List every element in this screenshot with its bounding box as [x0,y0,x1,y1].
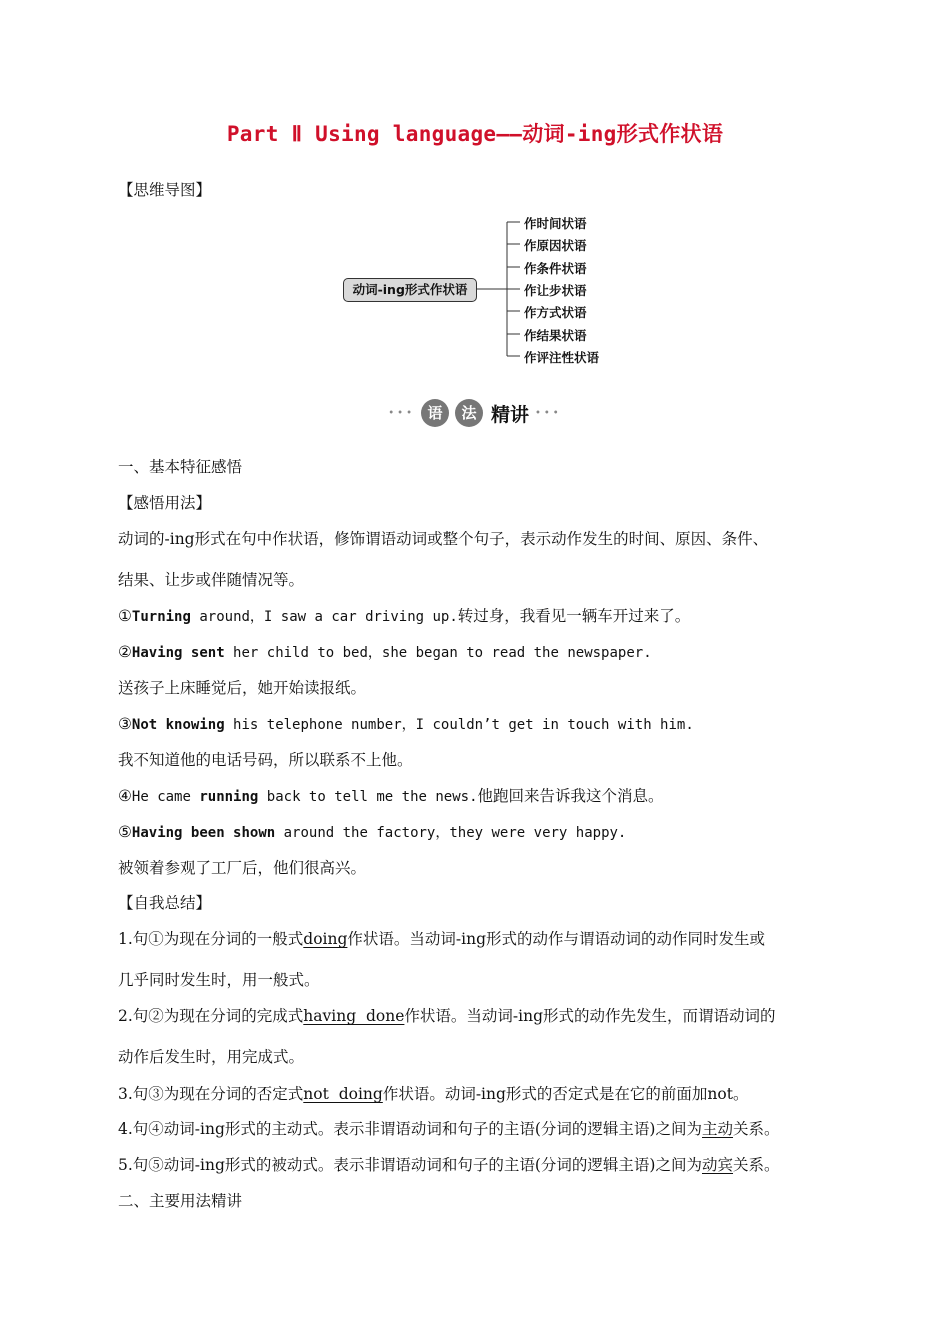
example-sentence [118,606,690,627]
example-chinese: 他跑回来告诉我这个消息。 [477,787,664,805]
summary-item [118,1084,748,1104]
example-number: ⑤ [118,823,132,841]
decorative-dots-icon: ••• [535,407,562,419]
summary-answer: doing [303,930,348,948]
summary-answer: 主动 [702,1120,734,1138]
section-heading: 一、基本特征感悟 [118,458,243,476]
example-number: ④ [118,787,132,805]
mind-map-branch: 作条件状语 [524,261,587,276]
example-sentence [118,714,694,735]
summary-text: 作状语。动词-ing形式的否定式是在它的前面加not。 [382,1085,749,1103]
example-english: He came [131,789,200,805]
summary-text: 动作后发生时，用完成式。 [118,1048,305,1066]
badge-circle: 法 [455,399,483,427]
example-sentence [118,642,652,663]
summary-item [118,1006,776,1026]
summary-answer: 动宾 [702,1156,734,1174]
summary-text: 5.句⑤动词-ing形式的被动式。表示非谓语动词和句子的主语(分词的逻辑主语)之间为 [118,1156,702,1174]
example-sentence [118,822,626,843]
section-badge [0,396,950,430]
subsection-heading: 【自我总结】 [118,894,212,912]
example-chinese: 送孩子上床睡觉后，她开始读报纸。 [118,679,367,697]
example-english: around，I saw a car driving up. [190,609,458,625]
example-keyword: Having sent [131,645,225,661]
section-heading: 二、主要用法精讲 [118,1192,243,1210]
example-chinese: 被领着参观了工厂后，他们很高兴。 [118,859,367,877]
badge-circle: 语 [421,399,449,427]
example-english: around the factory，they were very happy. [275,825,627,841]
summary-text: 2.句②为现在分词的完成式 [118,1007,304,1025]
mind-map-branch: 作结果状语 [524,328,587,343]
summary-text: 3.句③为现在分词的否定式 [118,1085,304,1103]
page-title: Part Ⅱ Using language——动词-ing形式作状语 [226,122,724,146]
mind-map-branch: 作评注性状语 [524,350,600,365]
example-english: back to tell me the news. [258,789,478,805]
mind-map-branch: 作让步状语 [524,283,587,298]
summary-text: 关系。 [733,1120,780,1138]
example-keyword: Turning [131,609,191,625]
mind-map-branch: 作时间状语 [524,216,587,231]
summary-text: 作状语。当动词-ing形式的动作与谓语动词的动作同时发生或 [347,930,766,948]
example-english: her child to bed，she began to read the newspaper. [224,645,652,661]
mind-map-center-node: 动词-ing形式作状语 [343,278,477,302]
mind-map [340,210,630,370]
example-english: his telephone number，I couldn’t get in touch with him. [224,717,694,733]
example-keyword: Not knowing [131,717,225,733]
summary-item [118,1119,780,1139]
decorative-dots-icon: ••• [388,407,415,419]
example-chinese: 我不知道他的电话号码，所以联系不上他。 [118,751,413,769]
example-chinese: 转过身，我看见一辆车开过来了。 [457,607,691,625]
paragraph-text: 结果、让步或伴随情况等。 [118,571,305,589]
summary-text: 几乎同时发生时，用一般式。 [118,971,320,989]
mind-map-branch: 作方式状语 [524,305,587,320]
example-keyword: running [199,789,259,805]
summary-item [118,929,765,949]
badge-label: 精讲 [490,403,529,426]
example-number: ① [118,607,132,625]
summary-text: 4.句④动词-ing形式的主动式。表示非谓语动词和句子的主语(分词的逻辑主语)之间为 [118,1120,702,1138]
summary-item [118,1155,780,1175]
example-number: ③ [118,715,132,733]
paragraph-text: 动词的-ing形式在句中作状语，修饰谓语动词或整个句子，表示动作发生的时间、原因、条件、 [118,530,769,548]
example-sentence [118,786,664,807]
summary-answer: having done [303,1007,405,1025]
subsection-heading: 【感悟用法】 [118,494,212,512]
summary-text: 关系。 [733,1156,780,1174]
mindmap-header: 【思维导图】 [118,181,212,199]
summary-text: 1.句①为现在分词的一般式 [118,930,304,948]
summary-text: 作状语。当动词-ing形式的动作先发生，而谓语动词的 [404,1007,776,1025]
summary-answer: not doing [303,1085,383,1103]
example-number: ② [118,643,132,661]
example-keyword: Having been shown [131,825,276,841]
mind-map-branch: 作原因状语 [524,238,587,253]
